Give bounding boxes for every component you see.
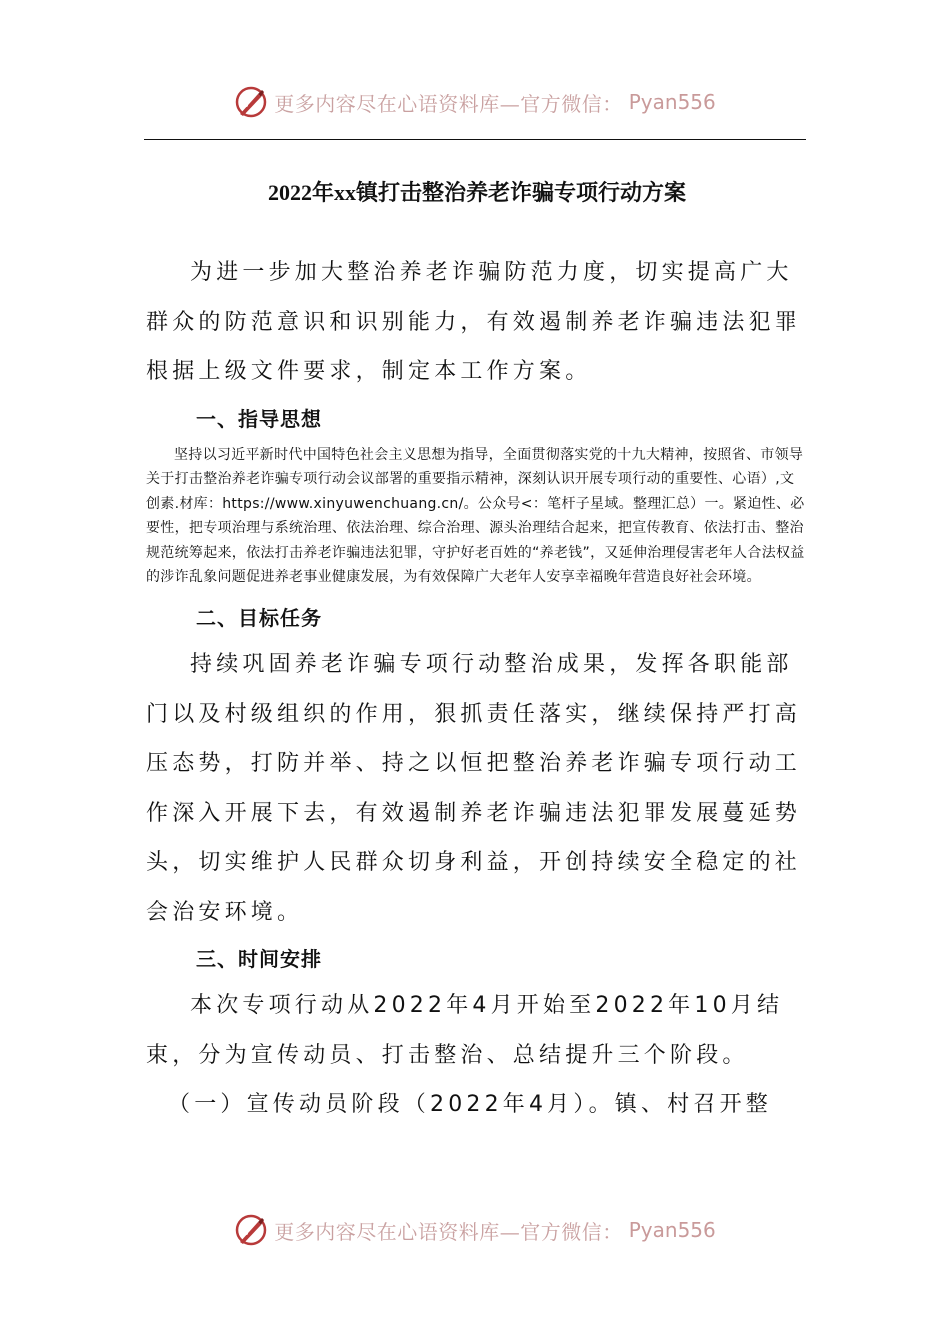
banner-contact: Pyan556: [628, 1218, 716, 1242]
header-banner: [0, 80, 950, 124]
section-heading-objectives: 二、目标任务: [196, 606, 322, 631]
banner-text: 更多内容尽在心语资料库—官方微信：: [274, 1219, 623, 1244]
footer-banner: [0, 1208, 950, 1252]
header-divider: [144, 139, 806, 140]
section-heading-schedule: 三、时间安排: [196, 947, 322, 972]
document-title: 2022年xx镇打击整治养老诈骗专项行动方案: [267, 180, 686, 205]
pen-logo-icon: [234, 85, 268, 119]
banner-contact: Pyan556: [628, 90, 716, 114]
section-body-guiding-ideology: 坚持以习近平新时代中国特色社会主义思想为指导，全面贯彻落实党的十九大精神，按照省、市领导关于打击整治养老诈骗专项行动会议部署的重要指示精神，深刻认识开展专项行动的重要性、心语）,文创素.材库：https://www.xinyuwenchuang.cn/。公众号<：笔杆子星域。整理汇总）一。紧迫性、必要性，把专项治理与系统治理、依法治理、综合治理、源头治理结合起来，把宣传教育、依法打击、整治规范统筹起来，依法打击养老诈骗违法犯罪，守护好老百姓的“养老钱”，又延伸治理侵害老年人合法权益的涉诈乱象问题促进养老事业健康发展，为有效保障广大老年人安享幸福晚年营造良好社会环境。: [146, 446, 805, 586]
section-body-objectives: 持续巩固养老诈骗专项行动整治成果，发挥各职能部门以及村级组织的作用，狠抓责任落实，继续保持严打高压态势，打防并举、持之以恒把整治养老诈骗专项行动工作深入开展下去，有效遏制养老诈骗违法犯罪发展蔓延势头，切实维护人民群众切身利益，开创持续安全稳定的社会治安环境。: [146, 652, 802, 925]
intro-paragraph: 为进一步加大整治养老诈骗防范力度，切实提高广大群众的防范意识和识别能力，有效遏制养老诈骗违法犯罪根据上级文件要求，制定本工作方案。: [146, 260, 802, 384]
banner-text: 更多内容尽在心语资料库—官方微信：: [274, 91, 623, 116]
section-heading-guiding-ideology: 一、指导思想: [196, 406, 322, 431]
section-body-schedule: 本次专项行动从2022年4月开始至2022年10月结束，分为宣传动员、打击整治、总结提升三个阶段。: [146, 993, 784, 1068]
pen-logo-icon: [234, 1213, 268, 1247]
document-body: [146, 176, 808, 1130]
section-sub-schedule-phase-one: （一）宣传动员阶段（2022年4月）。镇、村召开整: [168, 1092, 772, 1118]
